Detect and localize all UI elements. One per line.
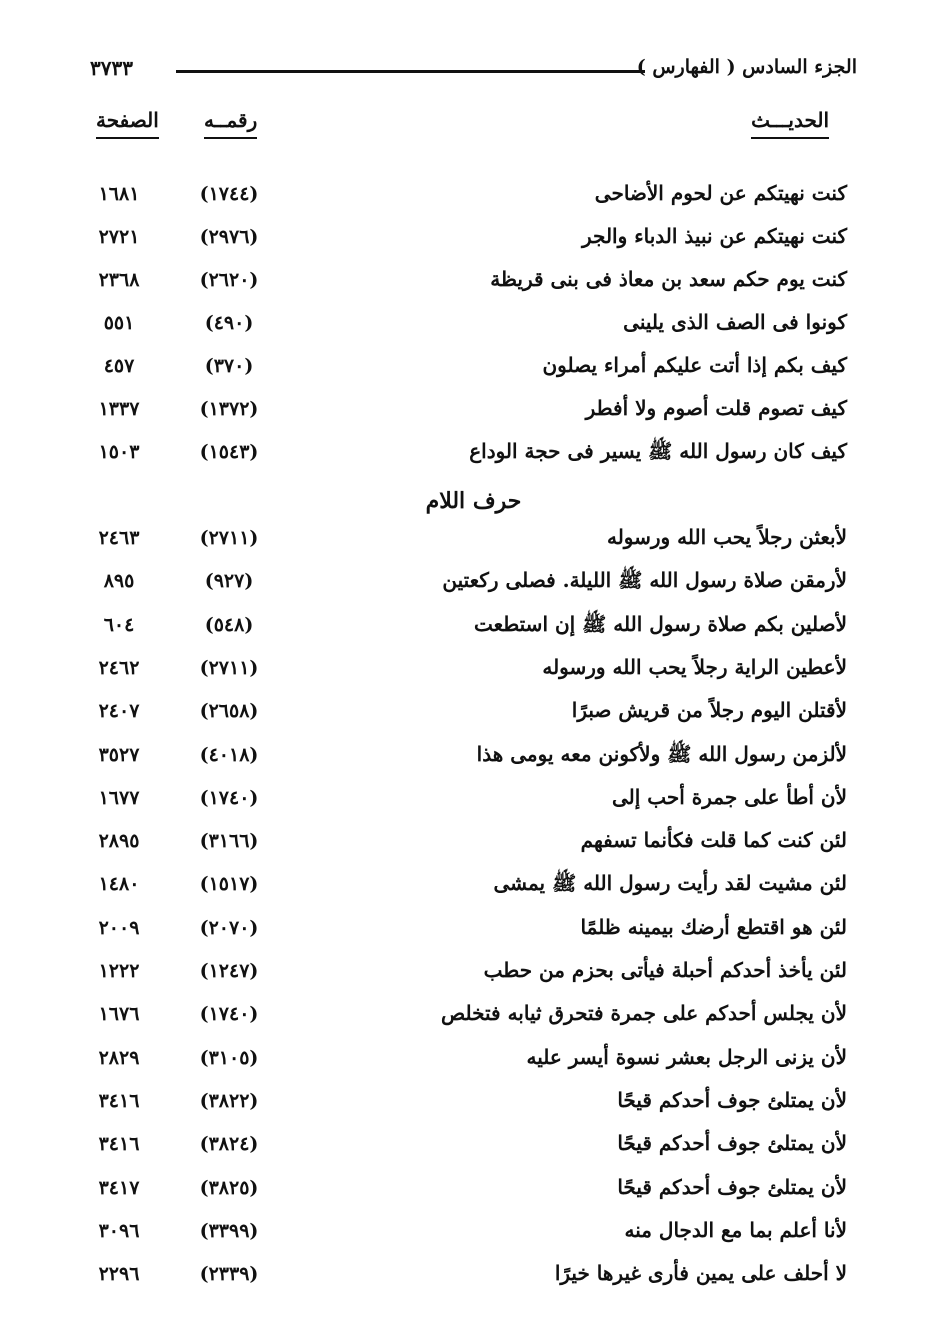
hadith-text: لأرمقن صلاة رسول الله ﷺ الليلة. فصلى ركعتين bbox=[442, 568, 847, 593]
header-rule bbox=[176, 70, 645, 73]
hadith-text: لأقتلن اليوم رجلاً من قريش صبرًا bbox=[571, 698, 847, 723]
hadith-text: كيف كان رسول الله ﷺ يسير فى حجة الوداع bbox=[469, 439, 847, 463]
page-reference: ٢٣٦٨ bbox=[98, 269, 140, 291]
page-reference: ١٣٣٧ bbox=[98, 398, 140, 420]
hadith-text: لئن يأخذ أحدكم أحبلة فيأتى بحزم من حطب bbox=[483, 958, 847, 982]
page-reference: ٦٠٤ bbox=[103, 613, 135, 636]
hadith-text: لئن مشيت لقد رأيت رسول الله ﷺ يمشى bbox=[493, 871, 847, 896]
hadith-number: (٣٣٩٩) bbox=[199, 1219, 259, 1242]
hadith-number: (١٧٤٠) bbox=[199, 786, 259, 809]
running-head bbox=[90, 56, 857, 86]
index-entry bbox=[90, 1001, 847, 1041]
hadith-number: (١٧٤٤) bbox=[199, 183, 259, 205]
page-reference: ١٤٨٠ bbox=[98, 873, 140, 896]
page-number: ٣٧٣٣ bbox=[90, 56, 133, 80]
hadith-number: (٢٧١١) bbox=[199, 527, 259, 549]
hadith-number: (١٧٤٠) bbox=[199, 1003, 259, 1026]
index-entry bbox=[90, 698, 847, 738]
page-reference: ٥٥١ bbox=[103, 312, 135, 334]
index-entry bbox=[90, 224, 847, 264]
page-reference: ٢٤٦٣ bbox=[98, 527, 140, 549]
page-reference: ١٥٠٣ bbox=[98, 441, 140, 463]
hadith-text: لأن أطأ على جمرة أحب إلى bbox=[611, 784, 847, 809]
hadith-text: لأنا أعلم بما مع الدجال منه bbox=[624, 1217, 847, 1242]
page-reference: ٣٥٢٧ bbox=[98, 743, 140, 766]
hadith-text: كيف بكم إذا أتت عليكم أمراء يصلون bbox=[542, 353, 847, 377]
page-reference: ٣٤١٧ bbox=[98, 1176, 140, 1199]
page-reference: ٢٠٠٩ bbox=[98, 916, 140, 939]
hadith-text: كيف تصوم قلت أصوم ولا أفطر bbox=[585, 396, 847, 420]
hadith-text: لأبعثن رجلاً يحب الله ورسوله bbox=[606, 525, 847, 549]
hadith-number: (٣١٦٦) bbox=[199, 830, 259, 853]
hadith-number: (٤٩٠) bbox=[204, 312, 254, 334]
index-entry bbox=[90, 1218, 847, 1258]
hadith-number: (٢٩٧٦) bbox=[199, 226, 259, 248]
index-entry bbox=[90, 915, 847, 955]
hadith-text: لأن يجلس أحدكم على جمرة فتحرق ثيابه فتخلص bbox=[440, 1001, 847, 1026]
page-reference: ٣٤١٦ bbox=[98, 1133, 140, 1156]
hadith-text: كنت نهيتكم عن لحوم الأضاحى bbox=[594, 181, 847, 205]
hadith-number: (٣٨٢٤) bbox=[199, 1133, 259, 1156]
index-entry bbox=[90, 742, 847, 782]
index-entry bbox=[90, 1175, 847, 1215]
index-entry bbox=[90, 1261, 847, 1301]
index-entry bbox=[90, 1131, 847, 1171]
page-reference: ٢٤٠٧ bbox=[98, 700, 140, 723]
index-entry bbox=[90, 396, 847, 436]
hadith-text: كنت يوم حكم سعد بن معاذ فى بنى قريظة bbox=[490, 267, 847, 291]
index-entry bbox=[90, 267, 847, 307]
index-entry bbox=[90, 439, 847, 479]
hadith-text: لأعطين الراية رجلاً يحب الله ورسوله bbox=[542, 654, 847, 679]
hadith-text: لأن يمتلئ جوف أحدكم قيحًا bbox=[617, 1174, 847, 1199]
hadith-number: (٤٠١٨) bbox=[199, 743, 259, 766]
index-entry bbox=[90, 525, 847, 565]
hadith-number: (٣٨٢٥) bbox=[199, 1176, 259, 1199]
index-entry bbox=[90, 612, 847, 652]
hadith-number: (٣٧٠) bbox=[204, 355, 254, 377]
hadith-number: (١٣٧٢) bbox=[199, 398, 259, 420]
hadith-number: (٢٣٣٩) bbox=[199, 1263, 259, 1286]
hadith-text: كونوا فى الصف الذى يلينى bbox=[623, 310, 847, 334]
volume-title: الجزء السادس ( الفهارس ) bbox=[636, 56, 857, 78]
section-heading-lam: حرف اللام bbox=[425, 488, 522, 514]
page-reference: ١٦٧٦ bbox=[98, 1003, 140, 1026]
hadith-text: لئن هو اقتطع أرضك بيمينه ظلمًا bbox=[580, 914, 847, 939]
index-entry bbox=[90, 568, 847, 608]
hadith-number: (٩٢٧) bbox=[204, 570, 254, 593]
hadith-text: لألزمن رسول الله ﷺ ولأكونن معه يومى هذا bbox=[476, 741, 847, 766]
hadith-number: (٥٤٨) bbox=[204, 613, 254, 636]
hadith-number: (٢٦٢٠) bbox=[199, 269, 259, 291]
hadith-number: (٣١٠٥) bbox=[199, 1046, 259, 1069]
hadith-number: (١٥٤٣) bbox=[199, 441, 259, 463]
index-entry bbox=[90, 1045, 847, 1085]
page-reference: ٢٨٩٥ bbox=[98, 830, 140, 853]
page-reference: ٨٩٥ bbox=[103, 570, 135, 593]
index-entry bbox=[90, 828, 847, 868]
hadith-number: (١٢٤٧) bbox=[199, 960, 259, 982]
page-reference: ١٦٧٧ bbox=[98, 786, 140, 809]
hadith-text: لأن يمتلئ جوف أحدكم قيحًا bbox=[617, 1131, 847, 1156]
hadith-text: كنت نهيتكم عن نبيذ الدباء والجر bbox=[582, 224, 847, 248]
page-reference: ٢٧٢١ bbox=[98, 226, 140, 248]
page-reference: ٢٤٦٢ bbox=[98, 656, 140, 679]
hadith-text: لا أحلف على يمين فأرى غيرها خيرًا bbox=[554, 1261, 847, 1286]
index-entry bbox=[90, 958, 847, 998]
hadith-text: لأن يمتلئ جوف أحدكم قيحًا bbox=[617, 1087, 847, 1112]
index-entry bbox=[90, 871, 847, 911]
hadith-number: (٢٦٥٨) bbox=[199, 700, 259, 723]
hadith-number: (٢٠٧٠) bbox=[199, 916, 259, 939]
column-header-page: الصفحة bbox=[96, 108, 159, 139]
page-reference: ٢٨٢٩ bbox=[98, 1046, 140, 1069]
hadith-number: (٣٨٢٢) bbox=[199, 1089, 259, 1112]
page-reference: ٤٥٧ bbox=[103, 355, 135, 377]
index-entry bbox=[90, 353, 847, 393]
index-entry bbox=[90, 1088, 847, 1128]
column-header-hadith: الحديـــث bbox=[751, 108, 829, 139]
index-entry bbox=[90, 310, 847, 350]
page-reference: ٣٠٩٦ bbox=[98, 1219, 140, 1242]
hadith-text: لأن يزنى الرجل بعشر نسوة أيسر عليه bbox=[526, 1044, 847, 1069]
page-reference: ٣٤١٦ bbox=[98, 1089, 140, 1112]
index-entry bbox=[90, 785, 847, 825]
page-reference: ١٢٢٢ bbox=[98, 960, 140, 982]
hadith-number: (١٥١٧) bbox=[199, 873, 259, 896]
index-entry bbox=[90, 655, 847, 695]
page-reference: ٢٢٩٦ bbox=[98, 1263, 140, 1286]
column-header-number: رقمــه bbox=[204, 108, 257, 139]
hadith-number: (٢٧١١) bbox=[199, 656, 259, 679]
index-entry bbox=[90, 181, 847, 221]
hadith-text: لئن كنت كما قلت فكأنما تسفهم bbox=[580, 828, 847, 853]
page-reference: ١٦٨١ bbox=[98, 183, 140, 205]
hadith-text: لأصلين بكم صلاة رسول الله ﷺ إن استطعت bbox=[473, 611, 847, 636]
